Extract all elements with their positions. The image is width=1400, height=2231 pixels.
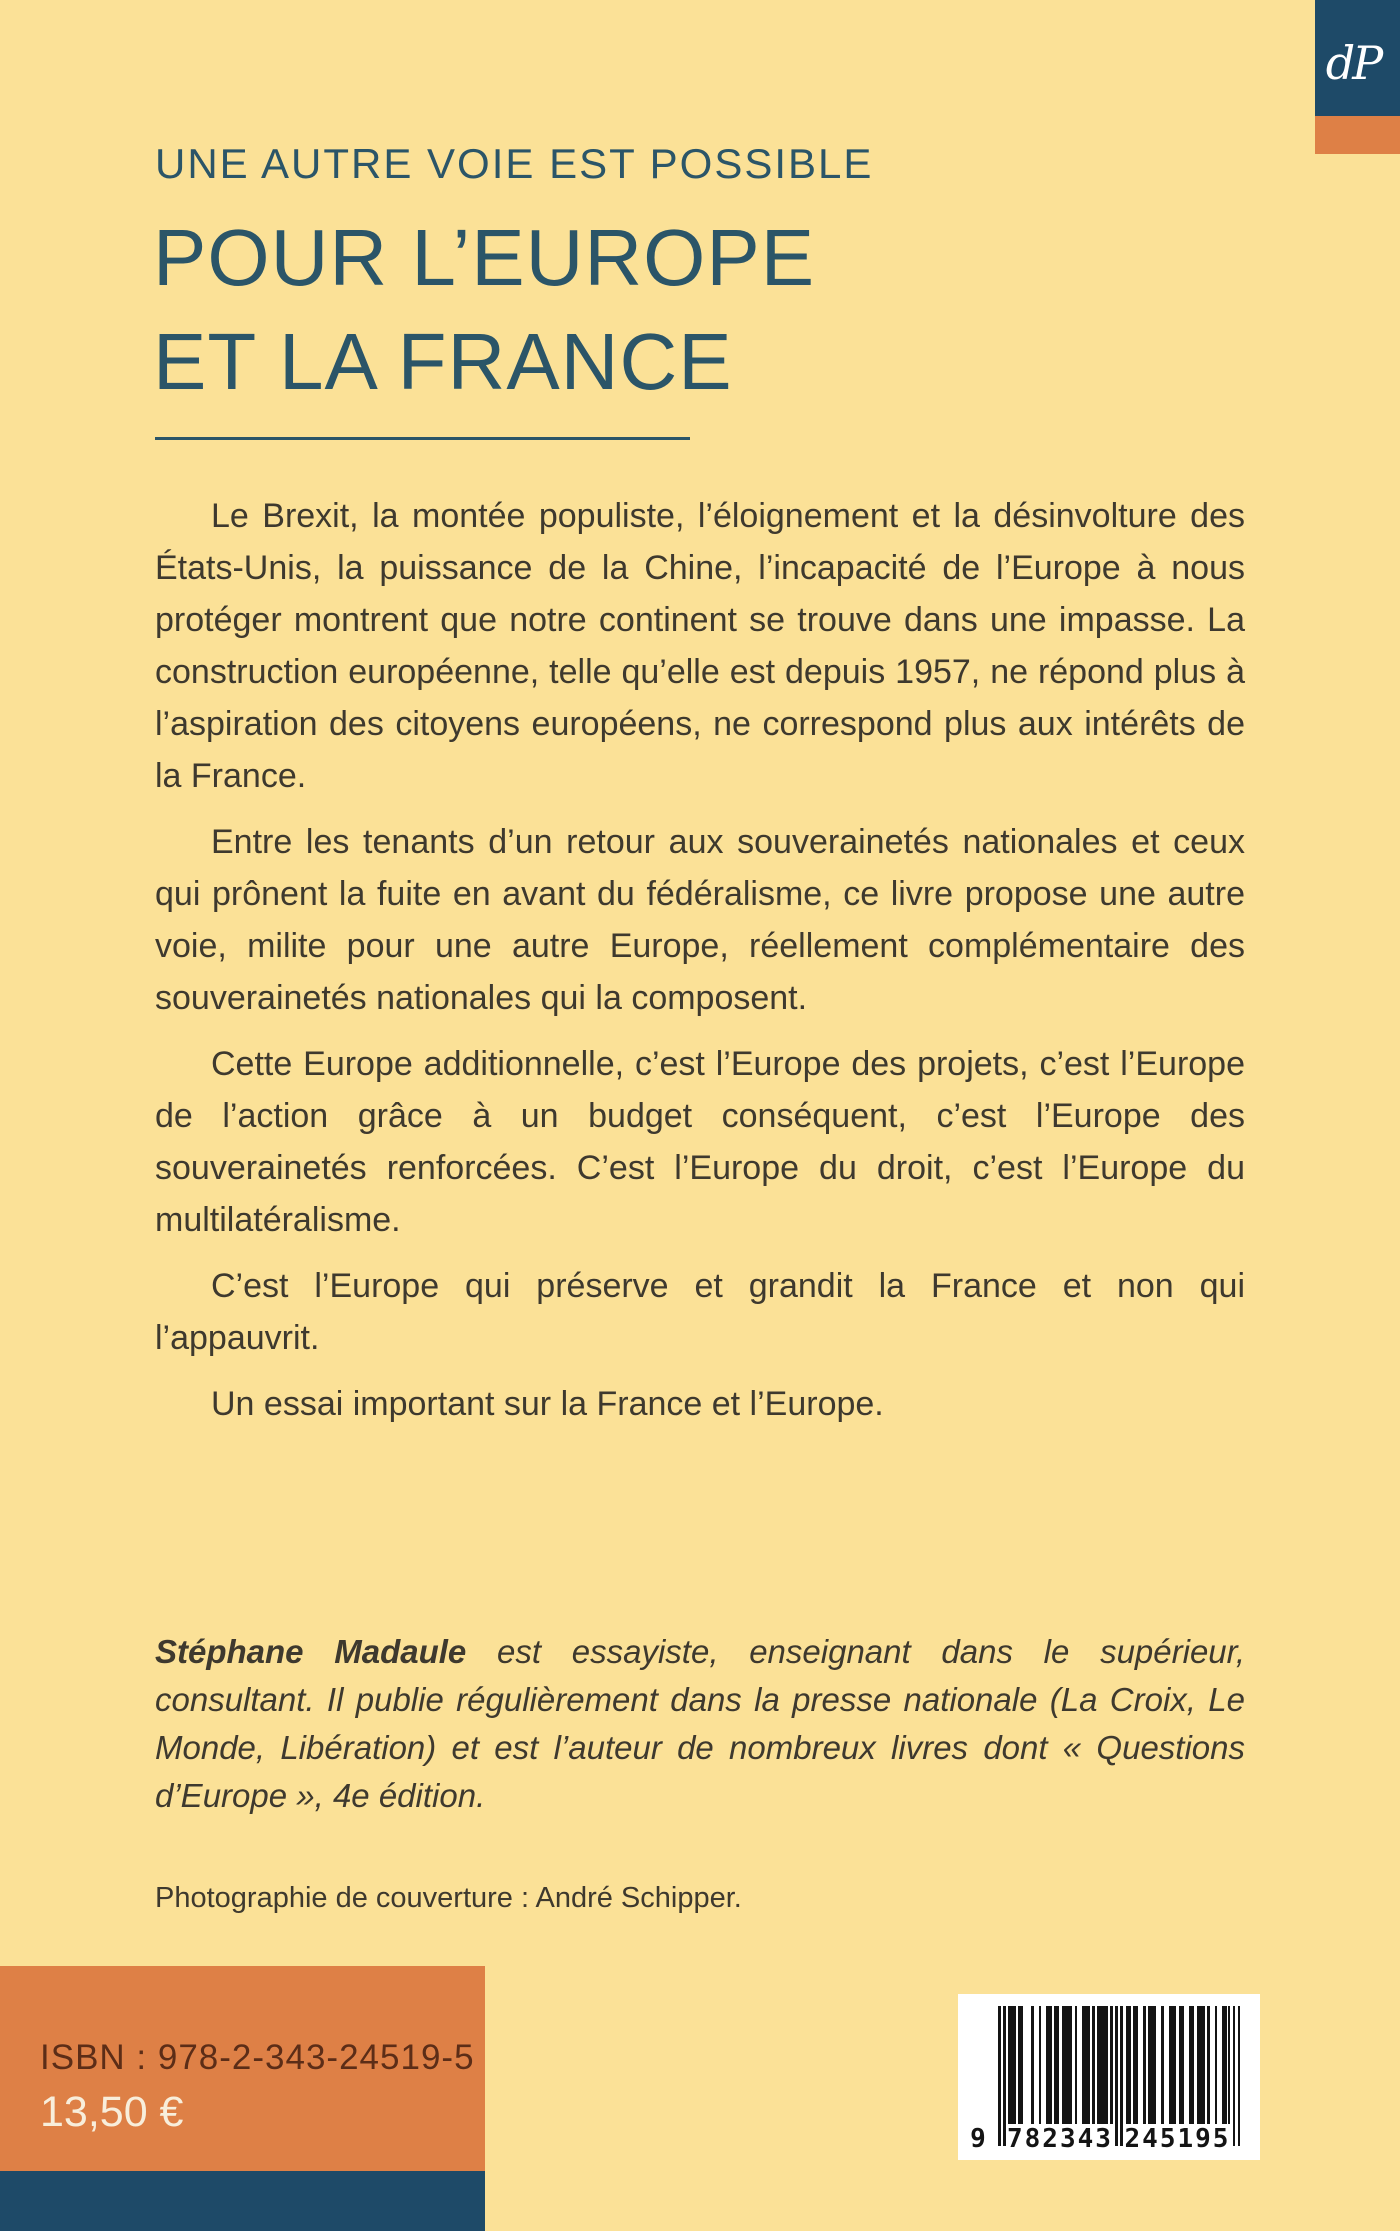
barcode-bar	[1192, 2006, 1195, 2124]
barcode-bar	[1049, 2006, 1052, 2124]
barcode-bar	[1143, 2006, 1146, 2124]
barcode-digits-right: 245195	[1124, 2124, 1231, 2154]
barcode-bar	[1120, 2006, 1123, 2146]
barcode-bar	[1031, 2006, 1034, 2124]
page-title-line1: POUR L’EUROPE	[153, 213, 816, 302]
barcode-bar	[1215, 2006, 1218, 2124]
title-rule	[155, 437, 690, 440]
title-kicker: UNE AUTRE VOIE EST POSSIBLE	[155, 140, 874, 187]
barcode-bar	[998, 2006, 1001, 2146]
barcode-bar	[1021, 2006, 1024, 2124]
barcode-bar	[1174, 2006, 1177, 2124]
synopsis-paragraph: C’est l’Europe qui préserve et grandit la France et non qui l’appauvrit.	[155, 1267, 1245, 1357]
synopsis-paragraph: Cette Europe additionnelle, c’est l’Europe des projets, c’est l’Europe de l’action grâce à un budget conséquent, c’est l’Europe des souverainetés renforcées. C’est l’Europe du droit, c’est l’Europe du multilatéralisme.	[155, 1045, 1245, 1239]
synopsis	[155, 490, 1245, 1444]
synopsis-paragraph: Le Brexit, la montée populiste, l’éloignement et la désinvolture des États-Unis, la puissance de la Chine, l’incapacité de l’Europe à nous protéger montrent que notre continent se trouve dans une impasse. La construction européenne, telle qu’elle est depuis 1957, ne répond plus à l’aspiration des citoyens européens, ne correspond plus aux intérêts de la France.	[155, 497, 1245, 795]
page-title-line2: ET LA FRANCE	[153, 317, 733, 406]
synopsis-paragraph: Un essai important sur la France et l’Europe.	[211, 1385, 884, 1423]
barcode-bar	[1207, 2006, 1210, 2124]
barcode-bar	[1202, 2006, 1205, 2124]
isbn-price-block	[0, 1966, 485, 2171]
barcode-bar	[1238, 2006, 1241, 2146]
bottom-navy-strip	[0, 2171, 485, 2231]
barcode-digits-left: 782343	[1007, 2124, 1113, 2154]
barcode-bar	[1154, 2006, 1157, 2124]
publisher-orange-block	[1315, 116, 1400, 154]
barcode-bar	[1110, 2006, 1113, 2124]
barcode-bar	[1115, 2006, 1118, 2146]
publisher-logo: dP	[1325, 36, 1381, 90]
ean13-barcode	[958, 1994, 1260, 2160]
barcode-bar	[1228, 2006, 1231, 2124]
barcode-bar	[1136, 2006, 1139, 2124]
barcode-bar	[1003, 2006, 1006, 2146]
barcode-bar	[1075, 2006, 1078, 2124]
isbn-text: ISBN : 978-2-343-24519-5	[40, 2038, 475, 2077]
author-bio-text: est essayiste, enseignant dans le supérieur, consultant. Il publie régulièrement dans la presse nationale (La Croix, Le Monde, Libération) et est l’auteur de nombreux livres dont « Questions d’Europe », 4e édition.	[155, 1633, 1246, 1814]
barcode-bar	[1039, 2006, 1042, 2124]
photo-credit: Photographie de couverture : André Schipper.	[155, 1882, 742, 1914]
author-bio	[155, 1628, 1245, 1820]
barcode-bar	[1182, 2006, 1185, 2124]
barcode-bar	[1013, 2006, 1016, 2124]
barcode-bar	[1069, 2006, 1072, 2124]
barcode-bar	[1092, 2006, 1095, 2124]
author-name: Stéphane Madaule	[155, 1633, 467, 1670]
synopsis-paragraph: Entre les tenants d’un retour aux souverainetés nationales et ceux qui prônent la fuite en avant du fédéralisme, ce livre propose une autre voie, milite pour une autre Europe, réellement complémentaire des souverainetés nationales qui la composent.	[155, 823, 1245, 1017]
barcode-bar	[1087, 2006, 1090, 2124]
barcode-bar	[1105, 2006, 1108, 2124]
barcode-bar	[1233, 2006, 1236, 2146]
barcode-digit-first: 9	[964, 2124, 994, 2154]
barcode-bar	[1057, 2006, 1060, 2124]
price-text: 13,50 €	[40, 2088, 184, 2136]
barcode-bar	[1128, 2006, 1131, 2124]
barcode-bar	[1161, 2006, 1164, 2124]
